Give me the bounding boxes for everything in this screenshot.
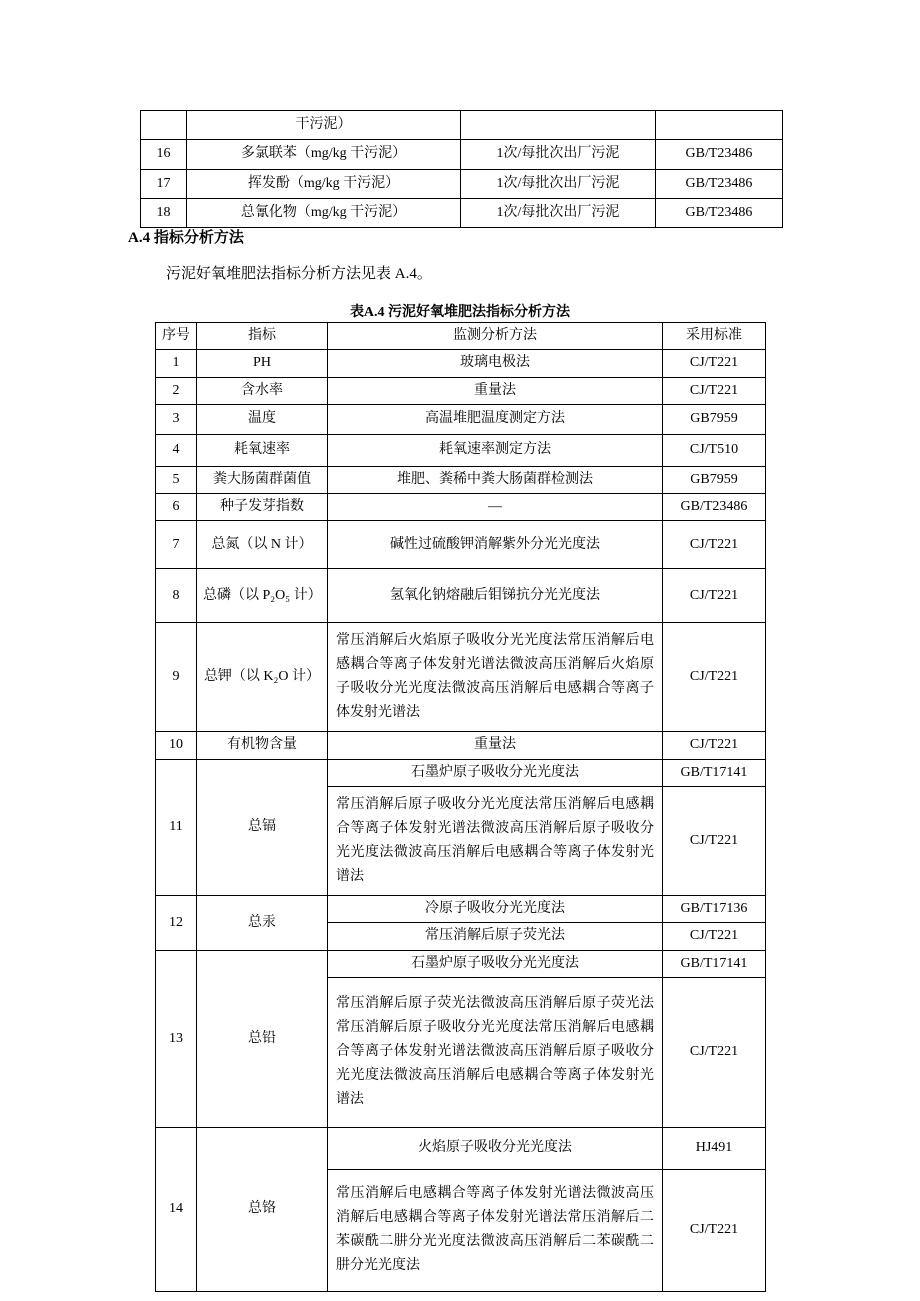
cell-standard: GB/T17141 [663, 950, 766, 977]
cell-standard: CJ/T221 [663, 923, 766, 950]
cell-no: 1 [156, 350, 197, 377]
cell-indicator: 有机物含量 [197, 732, 328, 759]
cell-indicator: 多氯联苯（mg/kg 干污泥） [187, 140, 461, 169]
table-row [156, 950, 766, 977]
cell-standard: CJ/T221 [663, 977, 766, 1127]
cell-indicator: 总铬 [197, 1127, 328, 1291]
top-table-body [141, 111, 783, 228]
col-header-no: 序号 [156, 323, 197, 350]
cell-no: 4 [156, 434, 197, 466]
cell-method: 常压消解后原子吸收分光光度法常压消解后电感耦合等离子体发射光谱法微波高压消解后原子吸收分光光度法微波高压消解后电感耦合等离子体发射光谱法 [328, 787, 663, 896]
cell-no: 16 [141, 140, 187, 169]
table-row [141, 111, 783, 140]
cell-indicator: 种子发芽指数 [197, 494, 328, 521]
cell-frequency: 1次/每批次出厂污泥 [461, 169, 656, 198]
cell-method: 常压消解后电感耦合等离子体发射光谱法微波高压消解后电感耦合等离子体发射光谱法常压消解后二苯碳酰二肼分光光度法微波高压消解后二苯碳酰二肼分光光度法 [328, 1169, 663, 1291]
cell-indicator: 耗氧速率 [197, 434, 328, 466]
cell-indicator: PH [197, 350, 328, 377]
cell-indicator: 粪大肠菌群菌值 [197, 466, 328, 493]
cell-standard: CJ/T221 [663, 732, 766, 759]
cell-standard: CJ/T221 [663, 623, 766, 732]
table-header-row [156, 323, 766, 350]
cell-no: 5 [156, 466, 197, 493]
cell-no: 7 [156, 521, 197, 569]
col-header-indicator: 指标 [197, 323, 328, 350]
cell-no: 13 [156, 950, 197, 1127]
table-row [156, 732, 766, 759]
cell-no: 17 [141, 169, 187, 198]
cell-no: 10 [156, 732, 197, 759]
cell-indicator: 总磷（以 P₂O₅ 计） [197, 569, 328, 623]
cell-no: 9 [156, 623, 197, 732]
table-row [156, 1127, 766, 1169]
cell-method: 玻璃电极法 [328, 350, 663, 377]
intro-paragraph: 污泥好氧堆肥法指标分析方法见表 A.4。 [166, 266, 432, 282]
table-row [156, 404, 766, 434]
cell-indicator: 总汞 [197, 896, 328, 951]
cell-method: 高温堆肥温度测定方法 [328, 404, 663, 434]
col-header-method: 监测分析方法 [328, 323, 663, 350]
table-row [141, 198, 783, 227]
cell-standard: HJ491 [663, 1127, 766, 1169]
cell-indicator: 总氰化物（mg/kg 干污泥） [187, 198, 461, 227]
analysis-methods-table [155, 322, 766, 1292]
table-row [141, 169, 783, 198]
cell-indicator: 挥发酚（mg/kg 干污泥） [187, 169, 461, 198]
cell-frequency: 1次/每批次出厂污泥 [461, 198, 656, 227]
col-header-standard: 采用标准 [663, 323, 766, 350]
cell-indicator: 总氮（以 N 计） [197, 521, 328, 569]
table-row [156, 466, 766, 493]
cell-standard: GB/T17141 [663, 759, 766, 786]
cell-no: 3 [156, 404, 197, 434]
cell-standard: CJ/T221 [663, 1169, 766, 1291]
cell-standard: CJ/T221 [663, 350, 766, 377]
cell-method: 重量法 [328, 377, 663, 404]
cell-standard: GB7959 [663, 466, 766, 493]
cell-method: — [328, 494, 663, 521]
section-heading: A.4 指标分析方法 [128, 230, 244, 246]
cell-standard: CJ/T221 [663, 787, 766, 896]
cell-method: 火焰原子吸收分光光度法 [328, 1127, 663, 1169]
cell-no: 12 [156, 896, 197, 951]
cell-standard [656, 111, 783, 140]
cell-no: 11 [156, 759, 197, 895]
cell-no [141, 111, 187, 140]
cell-indicator: 总钾（以 K₂O 计） [197, 623, 328, 732]
cell-indicator: 总镉 [197, 759, 328, 895]
cell-frequency [461, 111, 656, 140]
table-row [156, 759, 766, 786]
cell-no: 6 [156, 494, 197, 521]
cell-no: 2 [156, 377, 197, 404]
cell-standard: CJ/T510 [663, 434, 766, 466]
table-row [156, 623, 766, 732]
cell-method: 常压消解后原子荧光法微波高压消解后原子荧光法常压消解后原子吸收分光光度法常压消解后电感耦合等离子体发射光谱法微波高压消解后原子吸收分光光度法微波高压消解后电感耦合等离子体发射光谱法 [328, 977, 663, 1127]
table-caption: 表A.4 污泥好氧堆肥法指标分析方法 [349, 305, 571, 320]
cell-standard: CJ/T221 [663, 569, 766, 623]
table-row [156, 350, 766, 377]
cell-method: 碱性过硫酸钾消解紫外分光光度法 [328, 521, 663, 569]
table-row [156, 569, 766, 623]
main-table-body [156, 350, 766, 1292]
cell-no: 8 [156, 569, 197, 623]
cell-method: 常压消解后原子荧光法 [328, 923, 663, 950]
cell-method: 冷原子吸收分光光度法 [328, 896, 663, 923]
cell-standard: CJ/T221 [663, 377, 766, 404]
cell-method: 石墨炉原子吸收分光光度法 [328, 759, 663, 786]
cell-method: 常压消解后火焰原子吸收分光光度法常压消解后电感耦合等离子体发射光谱法微波高压消解后火焰原子吸收分光光度法微波高压消解后电感耦合等离子体发射光谱法 [328, 623, 663, 732]
cell-method: 重量法 [328, 732, 663, 759]
cell-method: 石墨炉原子吸收分光光度法 [328, 950, 663, 977]
table-row [156, 521, 766, 569]
cell-no: 14 [156, 1127, 197, 1291]
table-row [141, 140, 783, 169]
table-row [156, 896, 766, 923]
cell-standard: CJ/T221 [663, 521, 766, 569]
cell-no: 18 [141, 198, 187, 227]
table-row [156, 434, 766, 466]
cell-standard: GB/T17136 [663, 896, 766, 923]
cell-frequency: 1次/每批次出厂污泥 [461, 140, 656, 169]
cell-standard: GB/T23486 [656, 140, 783, 169]
cell-standard: GB7959 [663, 404, 766, 434]
monitoring-frequency-table [140, 110, 783, 228]
cell-method: 堆肥、粪稀中粪大肠菌群检测法 [328, 466, 663, 493]
cell-indicator: 温度 [197, 404, 328, 434]
cell-indicator: 总铅 [197, 950, 328, 1127]
cell-method: 氢氧化钠熔融后钼锑抗分光光度法 [328, 569, 663, 623]
cell-indicator: 含水率 [197, 377, 328, 404]
table-row [156, 377, 766, 404]
cell-indicator: 干污泥） [187, 111, 461, 140]
cell-standard: GB/T23486 [656, 169, 783, 198]
cell-method: 耗氧速率测定方法 [328, 434, 663, 466]
cell-standard: GB/T23486 [663, 494, 766, 521]
cell-standard: GB/T23486 [656, 198, 783, 227]
table-row [156, 494, 766, 521]
